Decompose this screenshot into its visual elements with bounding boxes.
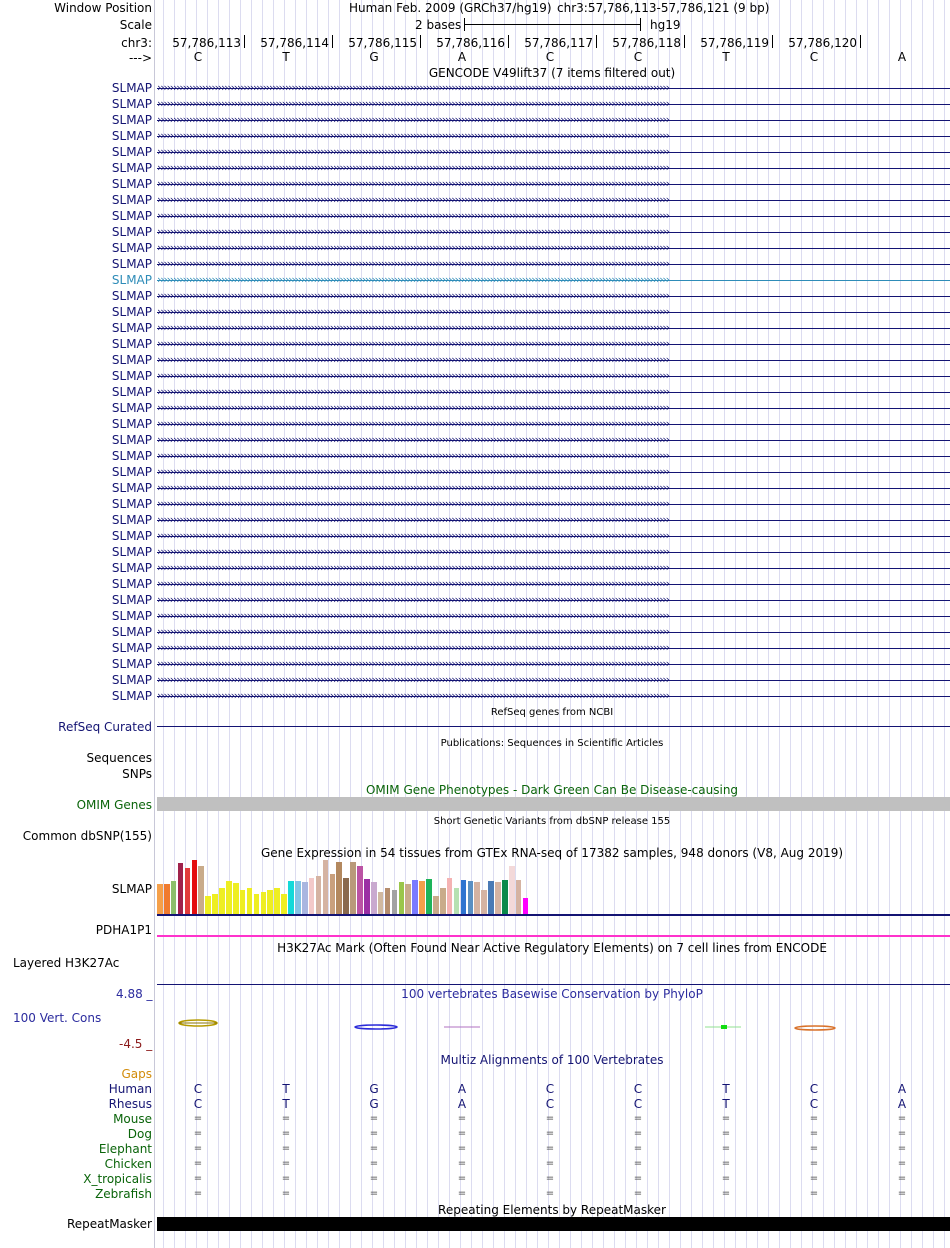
gencode-item-label[interactable]: SLMAP <box>111 353 152 367</box>
gtex-tissue-bar[interactable] <box>364 879 370 914</box>
phylop-mark-t-core <box>721 1025 727 1029</box>
ruler-base: C <box>193 50 203 64</box>
gtex-tissue-bar[interactable] <box>399 882 405 914</box>
multiz-base: C <box>633 1097 643 1111</box>
multiz-base: = <box>545 1158 555 1169</box>
gencode-strand-arrows: ›››››››››››››››››››››››››››››››››››››››››››››››››››››››››››››››››››››››››››››››››››››››››››››››››››››››››››››››››››››››››››››››››››››››››››››››››››››››››››››››› <box>157 97 669 110</box>
gtex-tissue-bar[interactable] <box>523 898 529 914</box>
phylop-min-label: -4.5 _ <box>119 1037 153 1051</box>
gencode-item-label[interactable]: SLMAP <box>111 209 152 223</box>
dbsnp-track-title: Short Genetic Variants from dbSNP release 155 <box>433 816 671 827</box>
gencode-item-label[interactable]: SLMAP <box>111 545 152 559</box>
multiz-base: = <box>457 1188 467 1199</box>
scale-bar <box>464 24 640 25</box>
gencode-strand-arrows: ›››››››››››››››››››››››››››››››››››››››››››››››››››››››››››››››››››››››››››››››››››››››››››››››››››››››››››››››››››››››››››››››››››››››››››››››››››››››››››››››› <box>157 353 669 366</box>
gtex-tissue-bar[interactable] <box>468 881 474 914</box>
gencode-item-label[interactable]: SLMAP <box>111 401 152 415</box>
ruler-tick-mark <box>244 35 245 48</box>
gencode-strand-arrows: ›››››››››››››››››››››››››››››››››››››››››››››››››››››››››››››››››››››››››››››››››››››››››››››››››››››››››››››››››››››››››››››››››››››››››››››››››››››››››››››››› <box>157 465 669 478</box>
gencode-strand-arrows: ›››››››››››››››››››››››››››››››››››››››››››››››››››››››››››››››››››››››››››››››››››››››››››››››››››››››››››››››››››››››››››››››››››››››››››››››››››››››››››››››› <box>157 449 669 462</box>
multiz-base: T <box>282 1082 290 1096</box>
gtex-tissue-bar[interactable] <box>281 894 287 914</box>
gencode-strand-arrows: ›››››››››››››››››››››››››››››››››››››››››››››››››››››››››››››››››››››››››››››››››››››››››››››››››››››››››››››››››››››››››››››››››››››››››››››››››››››››››››››››› <box>157 641 669 654</box>
gencode-item-label[interactable]: SLMAP <box>111 657 152 671</box>
phylop-track-title: 100 vertebrates Basewise Conservation by PhyloP <box>401 987 703 1001</box>
multiz-base: A <box>897 1097 907 1111</box>
ruler-tick-mark <box>508 35 509 48</box>
gtex-gene-line <box>157 914 950 916</box>
gencode-strand-arrows: ›››››››››››››››››››››››››››››››››››››››››››››››››››››››››››››››››››››››››››››››››››››››››››››››››››››››››››››››››››››››››››››››››››››››››››››››››››››››››››››››› <box>157 593 669 606</box>
gencode-item-label[interactable]: SLMAP <box>111 177 152 191</box>
gencode-item-label[interactable]: SLMAP <box>111 337 152 351</box>
phylop-mark-g <box>355 1025 397 1029</box>
multiz-base: T <box>722 1082 730 1096</box>
gencode-item-label[interactable]: SLMAP <box>111 529 152 543</box>
gencode-strand-arrows: ›››››››››››››››››››››››››››››››››››››››››››››››››››››››››››››››››››››››››››››››››››››››››››››››››››››››››››››››››››››››››››››››››››››››››››››››››››››››››››››››› <box>157 161 669 174</box>
ruler-tick-label: 57,786,117 <box>524 36 593 50</box>
gencode-item-label[interactable]: SLMAP <box>111 689 152 703</box>
phylop-max-label: 4.88 _ <box>116 987 153 1001</box>
refseq-line[interactable] <box>157 726 950 727</box>
repeatmasker-label[interactable]: RepeatMasker <box>66 1217 152 1231</box>
gtex-tissue-bar[interactable] <box>323 860 329 914</box>
multiz-base: = <box>369 1128 379 1139</box>
multiz-base: = <box>721 1128 731 1139</box>
phylop-mark-c2 <box>795 1026 835 1030</box>
multiz-base: = <box>281 1173 291 1184</box>
multiz-base: = <box>193 1173 203 1184</box>
gencode-strand-arrows: ›››››››››››››››››››››››››››››››››››››››››››››››››››››››››››››››››››››››››››››››››››››››››››››››››››››››››››››››››››››››››››››››››››››››››››››››››››››››››››››››› <box>157 545 669 558</box>
multiz-base: = <box>457 1173 467 1184</box>
gtex-tissue-bar[interactable] <box>254 894 260 914</box>
ruler-tick-label: 57,786,119 <box>700 36 769 50</box>
gencode-strand-arrows: ›››››››››››››››››››››››››››››››››››››››››››››››››››››››››››››››››››››››››››››››››››››››››››››››››››››››››››››››››››››››››››››››››››››››››››››››››››››››››››››››› <box>157 321 669 334</box>
gencode-item-label[interactable]: SLMAP <box>111 673 152 687</box>
multiz-base: = <box>193 1128 203 1139</box>
pubs-track-title: Publications: Sequences in Scientific Articles <box>440 738 664 749</box>
gtex-tissue-bar[interactable] <box>412 880 418 914</box>
gtex-tissue-bar[interactable] <box>481 890 487 914</box>
gencode-item-label[interactable]: SLMAP <box>111 593 152 607</box>
gencode-item-label[interactable]: SLMAP <box>111 497 152 511</box>
multiz-species-label[interactable]: Elephant <box>98 1142 152 1156</box>
gencode-item-label[interactable]: SLMAP <box>111 289 152 303</box>
multiz-base: = <box>281 1158 291 1169</box>
gtex-tissue-bar[interactable] <box>474 882 480 914</box>
ruler-tick-label: 57,786,116 <box>436 36 505 50</box>
multiz-base: = <box>897 1128 907 1139</box>
gtex-tissue-bar[interactable] <box>433 896 439 914</box>
dbsnp-label[interactable]: Common dbSNP(155) <box>22 829 152 843</box>
multiz-base: = <box>897 1158 907 1169</box>
gencode-item-label[interactable]: SLMAP <box>111 273 152 287</box>
scale-db: hg19 <box>650 18 681 32</box>
position-readout: chr3:57,786,113-57,786,121 (9 bp) <box>557 1 770 15</box>
gtex-tissue-bar[interactable] <box>212 894 218 914</box>
gtex-tissue-bar[interactable] <box>357 866 363 914</box>
gencode-strand-arrows: ›››››››››››››››››››››››››››››››››››››››››››››››››››››››››››››››››››››››››››››››››››››››››››››››››››››››››››››››››››››››››››››››››››››››››››››››››››››››››››››››› <box>157 129 669 142</box>
gtex-tissue-bar[interactable] <box>447 878 453 914</box>
multiz-base: = <box>809 1173 819 1184</box>
h3k27ac-baseline <box>157 984 950 985</box>
gencode-strand-arrows: ›››››››››››››››››››››››››››››››››››››››››››››››››››››››››››››››››››››››››››››››››››››››››››››››››››››››››››››››››››››››››››››››››››››››››››››››››››››››››››››››› <box>157 625 669 638</box>
multiz-base: C <box>809 1097 819 1111</box>
multiz-base: = <box>281 1113 291 1124</box>
h3k27ac-label[interactable]: Layered H3K27Ac <box>13 956 120 970</box>
gtex-tissue-bar[interactable] <box>164 884 170 914</box>
multiz-base: = <box>633 1188 643 1199</box>
gtex-tissue-bar[interactable] <box>461 880 467 914</box>
gencode-item-label[interactable]: SLMAP <box>111 241 152 255</box>
gencode-item-label[interactable]: SLMAP <box>111 625 152 639</box>
ruler-tick-mark <box>332 35 333 48</box>
gencode-strand-arrows: ›››››››››››››››››››››››››››››››››››››››››››››››››››››››››››››››››››››››››››››››››››››››››››››››››››››››››››››››››››››››››››››››››››››››››››››››››››››››››››››››› <box>157 177 669 190</box>
multiz-base: = <box>545 1143 555 1154</box>
ruler-tick-mark <box>684 35 685 48</box>
gtex-tissue-bar[interactable] <box>226 881 232 914</box>
gencode-item-label[interactable]: SLMAP <box>111 305 152 319</box>
gencode-strand-arrows: ›››››››››››››››››››››››››››››››››››››››››››››››››››››››››››››››››››››››››››››››››››››››››››››››››››››››››››››››››››››››››››››››››››››››››››››››››››››››››››››››› <box>157 529 669 542</box>
gencode-strand-arrows: ›››››››››››››››››››››››››››››››››››››››››››››››››››››››››››››››››››››››››››››››››››››››››››››››››››››››››››››››››››››››››››››››››››››››››››››››››››››››››››››››› <box>157 417 669 430</box>
gtex-tissue-bar[interactable] <box>198 866 204 914</box>
ruler-base: G <box>369 50 379 64</box>
gencode-strand-arrows: ›››››››››››››››››››››››››››››››››››››››››››››››››››››››››››››››››››››››››››››››››››››››››››››››››››››››››››››››››››››››››››››››››››››››››››››››››››››››››››››››› <box>157 193 669 206</box>
gtex-tissue-bar[interactable] <box>205 896 211 914</box>
gtex-tissue-bar[interactable] <box>378 892 384 914</box>
gtex-tissue-bar[interactable] <box>419 881 425 914</box>
multiz-base: T <box>282 1097 290 1111</box>
ruler-tick-mark <box>860 35 861 48</box>
multiz-base: C <box>545 1097 555 1111</box>
omim-track-title: OMIM Gene Phenotypes - Dark Green Can Be Disease-causing <box>365 783 739 797</box>
multiz-base: = <box>457 1128 467 1139</box>
omim-feature[interactable] <box>157 797 950 811</box>
gencode-strand-arrows: ›››››››››››››››››››››››››››››››››››››››››››››››››››››››››››››››››››››››››››››››››››››››››››››››››››››››››››››››››››››››››››››››››››››››››››››››››››››››››››››››› <box>157 337 669 350</box>
gtex-tissue-bar[interactable] <box>233 883 239 914</box>
multiz-base: = <box>633 1113 643 1124</box>
multiz-base: = <box>193 1158 203 1169</box>
multiz-base: A <box>897 1082 907 1096</box>
gtex-tissue-bar[interactable] <box>426 879 432 914</box>
multiz-base: = <box>897 1173 907 1184</box>
multiz-base: = <box>809 1113 819 1124</box>
ruler-tick-mark <box>420 35 421 48</box>
gencode-strand-arrows: ›››››››››››››››››››››››››››››››››››››››››››››››››››››››››››››››››››››››››››››››››››››››››››››››››››››››››››››››››››››››››››››››››››››››››››››››››››››››››››››››› <box>157 609 669 622</box>
multiz-species-label[interactable]: Rhesus <box>108 1097 152 1111</box>
multiz-base: C <box>545 1082 555 1096</box>
multiz-species-label[interactable]: Zebrafish <box>95 1187 152 1201</box>
gencode-strand-arrows: ›››››››››››››››››››››››››››››››››››››››››››››››››››››››››››››››››››››››››››››››››››››››››››››››››››››››››››››››››››››››››››››››››››››››››››››››››››››››››››››››› <box>157 433 669 446</box>
gencode-item-label[interactable]: SLMAP <box>111 433 152 447</box>
gencode-item-label[interactable]: SLMAP <box>111 577 152 591</box>
multiz-base: = <box>633 1128 643 1139</box>
gencode-item-label[interactable]: SLMAP <box>111 513 152 527</box>
ruler-base: A <box>457 50 467 64</box>
multiz-base: = <box>369 1173 379 1184</box>
gencode-strand-arrows: ›››››››››››››››››››››››››››››››››››››››››››››››››››››››››››››››››››››››››››››››››››››››››››››››››››››››››››››››››››››››››››››››››››››››››››››››››››››››››››››››› <box>157 305 669 318</box>
gtex-tissue-bar[interactable] <box>247 888 253 914</box>
gtex-tissue-bar[interactable] <box>488 881 494 914</box>
gtex-tissue-bar[interactable] <box>240 890 246 914</box>
multiz-base: = <box>897 1188 907 1199</box>
gencode-item-label[interactable]: SLMAP <box>111 97 152 111</box>
multiz-base: = <box>281 1128 291 1139</box>
multiz-base: = <box>369 1143 379 1154</box>
ruler-base: C <box>545 50 555 64</box>
label-divider <box>154 0 155 1248</box>
gencode-item-label[interactable]: SLMAP <box>111 481 152 495</box>
h3k27ac-track-title: H3K27Ac Mark (Often Found Near Active Regulatory Elements) on 7 cell lines from ENCODE <box>277 941 827 955</box>
pdha1p1-feature[interactable] <box>157 935 950 937</box>
gencode-strand-arrows: ›››››››››››››››››››››››››››››››››››››››››››››››››››››››››››››››››››››››››››››››››››››››››››››››››››››››››››››››››››››››››››››››››››››››››››››››››››››››››››››››› <box>157 401 669 414</box>
multiz-base: = <box>281 1143 291 1154</box>
multiz-base: = <box>809 1158 819 1169</box>
gencode-strand-arrows: ›››››››››››››››››››››››››››››››››››››››››››››››››››››››››››››››››››››››››››››››››››››››››››››››››››››››››››››››››››››››››››››››››››››››››››››››››››››››››››››››› <box>157 145 669 158</box>
gencode-item-label[interactable]: SLMAP <box>111 161 152 175</box>
gencode-strand-arrows: ›››››››››››››››››››››››››››››››››››››››››››››››››››››››››››››››››››››››››››››››››››››››››››››››››››››››››››››››››››››››››››››››››››››››››››››››››››››››››››››››› <box>157 657 669 670</box>
multiz-base: T <box>722 1097 730 1111</box>
gencode-strand-arrows: ›››››››››››››››››››››››››››››››››››››››››››››››››››››››››››››››››››››››››››››››››››››››››››››››››››››››››››››››››››››››››››››››››››››››››››››››››››››››››››››››› <box>157 289 669 302</box>
gtex-tissue-bar[interactable] <box>288 881 294 914</box>
multiz-base: C <box>809 1082 819 1096</box>
multiz-base: = <box>545 1128 555 1139</box>
gtex-tissue-bar[interactable] <box>302 882 308 914</box>
gtex-tissue-bar[interactable] <box>509 866 515 914</box>
multiz-base: = <box>809 1128 819 1139</box>
multiz-base: G <box>369 1097 379 1111</box>
ruler-base: T <box>722 50 730 64</box>
ruler-tick-label: 57,786,120 <box>788 36 857 50</box>
gtex-tissue-bar[interactable] <box>330 874 336 914</box>
gencode-strand-arrows: ›››››››››››››››››››››››››››››››››››››››››››››››››››››››››››››››››››››››››››››››››››››››››››››››››››››››››››››››››››››››››››››››››››››››››››››››››››››››››››››››› <box>157 209 669 222</box>
gtex-tissue-bar[interactable] <box>336 862 342 914</box>
gtex-tissue-bar[interactable] <box>192 860 198 914</box>
gencode-strand-arrows: ›››››››››››››››››››››››››››››››››››››››››››››››››››››››››››››››››››››››››››››››››››››››››››››››››››››››››››››››››››››››››››››››››››››››››››››››››››››››››››››››› <box>157 497 669 510</box>
multiz-base: G <box>369 1082 379 1096</box>
multiz-base: C <box>193 1082 203 1096</box>
pubs-sequences-label[interactable]: Sequences <box>86 751 152 765</box>
multiz-base: = <box>721 1158 731 1169</box>
gencode-strand-arrows: ›››››››››››››››››››››››››››››››››››››››››››››››››››››››››››››››››››››››››››››››››››››››››››››››››››››››››››››››››››››››››››››››››››››››››››››››››››››››››››››››› <box>157 81 669 94</box>
multiz-base: = <box>633 1158 643 1169</box>
gencode-strand-arrows: ›››››››››››››››››››››››››››››››››››››››››››››››››››››››››››››››››››››››››››››››››››››››››››››››››››››››››››››››››››››››››››››››››››››››››››››››››››››››››››››››› <box>157 689 669 702</box>
gencode-strand-arrows: ›››››››››››››››››››››››››››››››››››››››››››››››››››››››››››››››››››››››››››››››››››››››››››››››››››››››››››››››››››››››››››››››››››››››››››››››››››››››››››››››› <box>157 385 669 398</box>
gencode-item-label[interactable]: SLMAP <box>111 417 152 431</box>
ruler-base: T <box>282 50 290 64</box>
ruler-tick-label: 57,786,118 <box>612 36 681 50</box>
ruler-base: C <box>809 50 819 64</box>
gtex-tissue-bar[interactable] <box>261 892 267 914</box>
repeatmasker-feature[interactable] <box>157 1217 950 1231</box>
gtex-tissue-bar[interactable] <box>343 878 349 914</box>
gencode-strand-arrows: ›››››››››››››››››››››››››››››››››››››››››››››››››››››››››››››››››››››››››››››››››››››››››››››››››››››››››››››››››››››››››››››››››››››››››››››››››››››››››››››››› <box>157 481 669 494</box>
gtex-tissue-bar[interactable] <box>178 863 184 914</box>
multiz-base: = <box>281 1188 291 1199</box>
gtex-label[interactable]: SLMAP <box>111 882 152 896</box>
gencode-item-label[interactable]: SLMAP <box>111 321 152 335</box>
multiz-base: = <box>721 1188 731 1199</box>
gtex-tissue-bar[interactable] <box>350 862 356 914</box>
multiz-base: = <box>369 1158 379 1169</box>
gencode-strand-arrows: ›››››››››››››››››››››››››››››››››››››››››››››››››››››››››››››››››››››››››››››››››››››››››››››››››››››››››››››››››››››››››››››››››››››››››››››››››››››››››››››››› <box>157 225 669 238</box>
gencode-track-title: GENCODE V49lift37 (7 items filtered out) <box>428 66 676 80</box>
gencode-item-label[interactable]: SLMAP <box>111 561 152 575</box>
ruler-tick-label: 57,786,113 <box>172 36 241 50</box>
ruler-base: A <box>897 50 907 64</box>
gtex-tissue-bar[interactable] <box>405 884 411 914</box>
multiz-species-label[interactable]: Mouse <box>113 1112 152 1126</box>
gencode-item-label[interactable]: SLMAP <box>111 129 152 143</box>
multiz-base: = <box>369 1188 379 1199</box>
gencode-item-label[interactable]: SLMAP <box>111 369 152 383</box>
multiz-base: = <box>633 1173 643 1184</box>
scale-label: Scale <box>119 18 152 32</box>
multiz-base: = <box>457 1143 467 1154</box>
multiz-base: = <box>545 1188 555 1199</box>
multiz-base: = <box>809 1143 819 1154</box>
gencode-item-label[interactable]: SLMAP <box>111 465 152 479</box>
ruler-tick-label: 57,786,114 <box>260 36 329 50</box>
multiz-base: = <box>457 1113 467 1124</box>
multiz-base: = <box>721 1173 731 1184</box>
multiz-base: = <box>897 1143 907 1154</box>
scale-bar-left-tick <box>464 18 465 31</box>
multiz-base: = <box>809 1188 819 1199</box>
refseq-track-title: RefSeq genes from NCBI <box>490 707 614 718</box>
gtex-tissue-bar[interactable] <box>495 882 501 914</box>
gencode-strand-arrows: ›››››››››››››››››››››››››››››››››››››››››››››››››››››››››››››››››››››››››››››››››››››››››››››››››››››››››››››››››››››››››››››››››››››››››››››››››››››››››››››››› <box>157 577 669 590</box>
gencode-item-label[interactable]: SLMAP <box>111 225 152 239</box>
refseq-label[interactable]: RefSeq Curated <box>58 720 152 734</box>
gtex-tissue-bar[interactable] <box>171 881 177 914</box>
phylop-label[interactable]: 100 Vert. Cons <box>13 1011 102 1025</box>
multiz-base: C <box>193 1097 203 1111</box>
multiz-base: = <box>193 1113 203 1124</box>
gtex-tissue-bar[interactable] <box>219 888 225 914</box>
gencode-strand-arrows: ›››››››››››››››››››››››››››››››››››››››››››››››››››››››››››››››››››››››››››››››››››››››››››››››››››››››››››››››››››››››››››››››››››››››››››››››››››››››››››››››› <box>157 257 669 270</box>
multiz-species-label[interactable]: Dog <box>127 1127 152 1141</box>
multiz-base: = <box>457 1158 467 1169</box>
gtex-tissue-bar[interactable] <box>440 888 446 914</box>
multiz-base: = <box>369 1113 379 1124</box>
gtex-tissue-bar[interactable] <box>392 890 398 914</box>
multiz-base: C <box>633 1082 643 1096</box>
gencode-item-label[interactable]: SLMAP <box>111 641 152 655</box>
multiz-species-label[interactable]: Human <box>108 1082 152 1096</box>
phylop-signal[interactable] <box>157 1010 950 1040</box>
gencode-item-label[interactable]: SLMAP <box>111 193 152 207</box>
ruler-tick-label: 57,786,115 <box>348 36 417 50</box>
ruler-tick-mark <box>596 35 597 48</box>
gencode-strand-arrows: ›››››››››››››››››››››››››››››››››››››››››››››››››››››››››››››››››››››››››››››››››››››››››››››››››››››››››››››››››››››››››››››››››››››››››››››››››››››››››››››››› <box>157 673 669 686</box>
scale-text: 2 bases <box>415 18 462 32</box>
multiz-base: = <box>721 1143 731 1154</box>
gencode-strand-arrows: ›››››››››››››››››››››››››››››››››››››››››››››››››››››››››››››››››››››››››››››››››››››››››››››››››››››››››››››››››››››››››››››››››››››››››››››››››››››››››››››››› <box>157 273 669 286</box>
gtex-tissue-bar[interactable] <box>309 878 315 914</box>
gtex-tissue-bar[interactable] <box>274 888 280 914</box>
gencode-strand-arrows: ›››››››››››››››››››››››››››››››››››››››››››››››››››››››››››››››››››››››››››››››››››››››››››››››››››››››››››››››››››››››››››››››››››››››››››››››››››››››››››››››› <box>157 113 669 126</box>
multiz-base: A <box>457 1097 467 1111</box>
gencode-strand-arrows: ›››››››››››››››››››››››››››››››››››››››››››››››››››››››››››››››››››››››››››››››››››››››››››››››››››››››››››››››››››››››››››››››››››››››››››››››››››››››››››››››› <box>157 513 669 526</box>
multiz-base: = <box>193 1188 203 1199</box>
multiz-species-label[interactable]: Chicken <box>104 1157 152 1171</box>
gtex-tissue-bar[interactable] <box>502 880 508 914</box>
multiz-base: = <box>545 1173 555 1184</box>
gencode-item-label[interactable]: SLMAP <box>111 609 152 623</box>
gtex-tissue-bar[interactable] <box>454 888 460 914</box>
gtex-tissue-bar[interactable] <box>385 888 391 914</box>
multiz-track-title: Multiz Alignments of 100 Vertebrates <box>440 1053 664 1067</box>
gtex-tissue-bar[interactable] <box>185 868 191 914</box>
multiz-base: = <box>193 1143 203 1154</box>
gencode-strand-arrows: ›››››››››››››››››››››››››››››››››››››››››››››››››››››››››››››››››››››››››››››››››››››››››››››››››››››››››››››››››››››››››››››››››››››››››››››››››››››››››››››››› <box>157 561 669 574</box>
multiz-base: = <box>633 1143 643 1154</box>
gtex-tissue-bar[interactable] <box>157 884 163 914</box>
gencode-item-label[interactable]: SLMAP <box>111 257 152 271</box>
strand-label: ---> <box>128 51 152 65</box>
gtex-track-title: Gene Expression in 54 tissues from GTEx RNA-seq of 17382 samples, 948 donors (V8, Aug 2019) <box>260 846 844 860</box>
scale-bar-right-tick <box>640 18 641 31</box>
gencode-strand-arrows: ›››››››››››››››››››››››››››››››››››››››››››››››››››››››››››››››››››››››››››››››››››››››››››››››››››››››››››››››››››››››››››››››››››››››››››››››››››››››››››››››› <box>157 241 669 254</box>
gtex-tissue-bar[interactable] <box>316 876 322 914</box>
ruler-base: C <box>633 50 643 64</box>
gencode-item-label[interactable]: SLMAP <box>111 81 152 95</box>
gencode-strand-arrows: ›››››››››››››››››››››››››››››››››››››››››››››››››››››››››››››››››››››››››››››››››››››››››››››››››››››››››››››››››››››››››››››››››››››››››››››››››››››››››››››››› <box>157 369 669 382</box>
gencode-item-label[interactable]: SLMAP <box>111 385 152 399</box>
pdha1p1-label[interactable]: PDHA1P1 <box>95 923 152 937</box>
ruler-tick-mark <box>772 35 773 48</box>
gtex-tissue-bar[interactable] <box>295 881 301 914</box>
window-position-label: Window Position <box>54 1 152 15</box>
gtex-tissue-bar[interactable] <box>267 890 273 914</box>
repeatmasker-track-title: Repeating Elements by RepeatMasker <box>438 1203 666 1217</box>
pubs-snps-label[interactable]: SNPs <box>122 767 152 781</box>
gencode-item-label[interactable]: SLMAP <box>111 145 152 159</box>
multiz-base: = <box>721 1113 731 1124</box>
gencode-item-label[interactable]: SLMAP <box>111 113 152 127</box>
multiz-base: = <box>545 1113 555 1124</box>
gtex-tissue-bar[interactable] <box>516 880 522 914</box>
multiz-species-label[interactable]: X_tropicalis <box>83 1172 152 1186</box>
assembly-title: Human Feb. 2009 (GRCh37/hg19) <box>349 1 552 15</box>
gtex-tissue-bar[interactable] <box>371 882 377 914</box>
multiz-base: = <box>897 1113 907 1124</box>
omim-label[interactable]: OMIM Genes <box>76 798 152 812</box>
multiz-base: A <box>457 1082 467 1096</box>
multiz-gaps-label[interactable]: Gaps <box>121 1067 152 1081</box>
gencode-item-label[interactable]: SLMAP <box>111 449 152 463</box>
chrom-label: chr3: <box>121 36 152 50</box>
